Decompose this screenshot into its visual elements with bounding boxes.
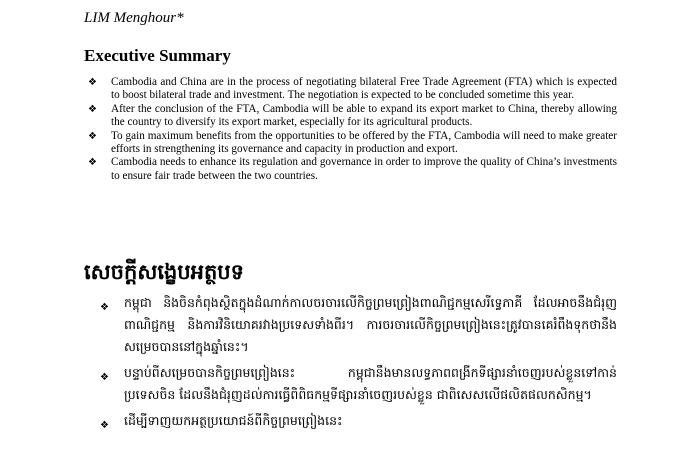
khmer-point-text: កម្ពុជា និងចិនកំពុងស្ថិតក្នុងដំណាក់កាលចរចារលើកិច្ចព្រមព្រៀងពាណិជ្ជកម្មសេរីទ្វេភាគី ដែលអាចនឹងជំរុញពាណិជ្ជកម្ម និងការវិនិយោគរវាងប្រទេសទាំងពីរ។ ការចរចារលើកិច្ចព្រមព្រៀងនេះត្រូវបានគេរំពឹងទុកថានឹងសម្រេចបាននៅក្នុងឆ្នាំនេះ។ (124, 295, 617, 354)
khmer-summary-heading: សេចក្តីសង្ខេបអត្ថបទ (84, 260, 244, 284)
diamond-bullet-icon: ❖ (88, 130, 97, 142)
diamond-bullet-icon: ❖ (100, 302, 109, 313)
list-item (84, 362, 617, 406)
summary-point-text: To gain maximum benefits from the opportunities to be offered by the FTA, Cambodia will need to make greater efforts in strengthening its governance and capacity in production and export. (111, 129, 617, 156)
summary-point-text: After the conclusion of the FTA, Cambodia will be able to expand its export market to China, thereby allowing the country to diversify its export market, especially for its agricultural products. (111, 102, 617, 129)
summary-list (84, 76, 617, 183)
diamond-bullet-icon: ❖ (88, 157, 97, 169)
khmer-point-text: ដើម្បីទាញយកអត្ថប្រយោជន៍ពីកិច្ចព្រមព្រៀងនេះ (124, 413, 343, 428)
list-item (84, 292, 617, 358)
list-item (84, 103, 617, 130)
diamond-bullet-icon: ❖ (88, 103, 97, 115)
summary-point-text: Cambodia and China are in the process of negotiating bilateral Free Trade Agreement (FTA) which is expected to boost bilateral trade and investment. The negotiation is expected to be concluded sometime this year. (111, 76, 617, 102)
list-item (84, 410, 617, 432)
executive-summary-heading: Executive Summary (84, 46, 231, 65)
khmer-point-text: បន្ទាប់ពីសម្រេចបានកិច្ចព្រមព្រៀងនេះ កម្ពុជានឹងមានលទ្ធភាពពង្រីកទីផ្សារនាំចេញរបស់ខ្លួនទៅកាន់ប្រទេសចិន ដែលនឹងជំរុញដល់ការធ្វើពិពិធកម្មទីផ្សារនាំចេញរបស់ខ្លួន ជាពិសេសលើផលិតផលកសិកម្ម។ (124, 365, 617, 402)
diamond-bullet-icon: ❖ (88, 77, 97, 88)
diamond-bullet-icon: ❖ (100, 420, 109, 431)
list-item (84, 156, 617, 183)
list-item (84, 130, 617, 157)
list-item (84, 76, 617, 103)
summary-point-text: Cambodia needs to enhance its regulation and governance in order to improve the quality of China’s investments to ensure fair trade between the two countries. (111, 156, 617, 182)
author-name: LIM Menghour* (84, 10, 184, 26)
khmer-summary-list (84, 292, 617, 436)
diamond-bullet-icon: ❖ (100, 372, 109, 383)
